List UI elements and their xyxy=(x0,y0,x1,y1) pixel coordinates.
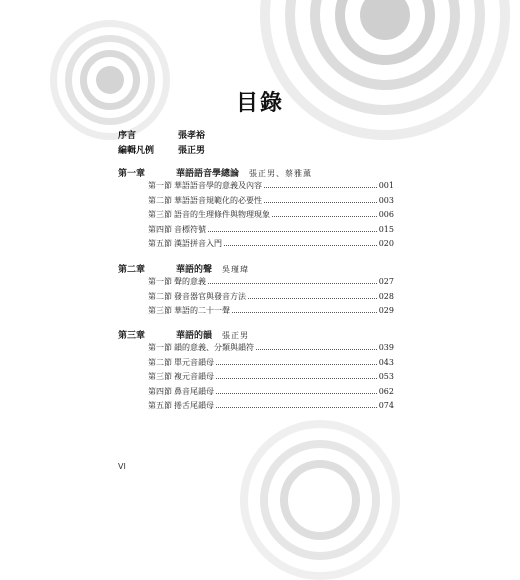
section-number: 第五節 xyxy=(148,239,172,248)
section-number: 第三節 xyxy=(148,372,172,381)
section-number: 第五節 xyxy=(148,401,172,410)
page-ref: 043 xyxy=(378,357,394,367)
chapter-title: 華語的韻 xyxy=(176,331,213,341)
chapter-title: 華語語音學總論 xyxy=(176,169,240,179)
dot-leader xyxy=(216,393,377,394)
section-title: 鼻音尾韻母 xyxy=(174,386,214,396)
front-matter-label: 序言 xyxy=(118,131,137,141)
toc-entry[interactable] xyxy=(118,209,394,224)
section-number: 第四節 xyxy=(148,224,172,234)
chapter-heading[interactable] xyxy=(118,262,394,276)
section-title: 華語語音學的意義及內容 xyxy=(174,181,262,190)
section-number: 第四節 xyxy=(148,386,172,396)
dot-leader xyxy=(208,231,377,232)
page-ref: 062 xyxy=(378,386,394,396)
section-number: 第二節 xyxy=(148,195,172,205)
section-number: 第一節 xyxy=(148,277,172,286)
toc-entry[interactable] xyxy=(118,238,394,253)
page-ref: 027 xyxy=(378,277,394,286)
toc-entry[interactable] xyxy=(118,357,394,372)
chapter-heading[interactable] xyxy=(118,328,394,342)
toc-entry[interactable] xyxy=(118,180,394,195)
front-matter-name: 張正男 xyxy=(178,146,206,156)
dot-leader xyxy=(248,298,377,299)
section-number: 第三節 xyxy=(148,210,172,219)
front-matter-preface[interactable] xyxy=(118,128,205,141)
dot-leader xyxy=(264,187,377,188)
page-ref: 006 xyxy=(378,210,394,219)
section-number: 第二節 xyxy=(148,291,172,301)
dot-leader xyxy=(216,364,377,365)
toc-entry[interactable] xyxy=(118,195,394,210)
section-number: 第三節 xyxy=(148,306,172,315)
dot-leader xyxy=(256,349,377,350)
page-ref: 074 xyxy=(378,401,394,410)
chapter-author: 吳瑾瑋 xyxy=(222,265,250,274)
dot-leader xyxy=(208,283,377,284)
page-ref: 029 xyxy=(378,306,394,315)
front-matter-name: 張孝裕 xyxy=(178,131,206,141)
toc-entry[interactable] xyxy=(118,276,394,291)
page-ref: 053 xyxy=(378,372,394,381)
toc-entry[interactable] xyxy=(118,371,394,386)
page-ref: 001 xyxy=(378,181,394,190)
toc-entry[interactable] xyxy=(118,305,394,320)
section-number: 第一節 xyxy=(148,343,172,352)
section-title: 音標符號 xyxy=(174,224,206,234)
section-title: 捲舌尾韻母 xyxy=(174,401,214,410)
toc-entry[interactable] xyxy=(118,386,394,401)
page-ref: 020 xyxy=(378,239,394,248)
page-ref: 015 xyxy=(378,224,394,234)
chapter-heading[interactable] xyxy=(118,166,394,180)
section-title: 複元音韻母 xyxy=(174,372,214,381)
page-ref: 003 xyxy=(378,195,394,205)
section-title: 語音的生理條件與物理現象 xyxy=(174,210,270,219)
chapter-number: 第二章 xyxy=(118,265,146,275)
chapter-author: 張正男 xyxy=(222,331,250,340)
toc-entry[interactable] xyxy=(118,224,394,239)
chapter-author: 張正男、蔡雅薰 xyxy=(249,169,313,178)
chapter-number: 第三章 xyxy=(118,331,146,341)
front-matter-label: 編輯凡例 xyxy=(118,146,155,156)
section-number: 第二節 xyxy=(148,357,172,367)
chapter-3 xyxy=(118,328,394,415)
toc-entry[interactable] xyxy=(118,291,394,306)
section-number: 第一節 xyxy=(148,181,172,190)
section-title: 華語的二十一聲 xyxy=(174,306,230,315)
section-title: 發音器官與發音方法 xyxy=(174,291,246,301)
section-title: 漢語拼音入門 xyxy=(174,239,222,248)
page-title: 目錄 xyxy=(235,91,284,116)
front-matter-editorial-notes[interactable] xyxy=(118,143,205,156)
section-title: 韻的意義、分類與韻符 xyxy=(174,343,254,352)
dot-leader xyxy=(216,407,377,408)
toc-entry[interactable] xyxy=(118,400,394,415)
dot-leader xyxy=(224,245,377,246)
section-title: 華語語音規範化的必要性 xyxy=(174,195,262,205)
page-ref: 028 xyxy=(378,291,394,301)
dot-leader xyxy=(264,202,377,203)
toc-entry[interactable] xyxy=(118,342,394,357)
dot-leader xyxy=(232,312,377,313)
dot-leader xyxy=(216,378,377,379)
circle-ring xyxy=(280,460,360,540)
page-ref: 039 xyxy=(378,343,394,352)
page-number: VI xyxy=(118,462,126,471)
section-title: 單元音韻母 xyxy=(174,357,214,367)
section-title: 聲的意義 xyxy=(174,277,206,286)
chapter-title: 華語的聲 xyxy=(176,265,213,275)
chapter-2 xyxy=(118,262,394,320)
chapter-1 xyxy=(118,166,394,253)
dot-leader xyxy=(272,216,377,217)
chapter-number: 第一章 xyxy=(118,169,146,179)
